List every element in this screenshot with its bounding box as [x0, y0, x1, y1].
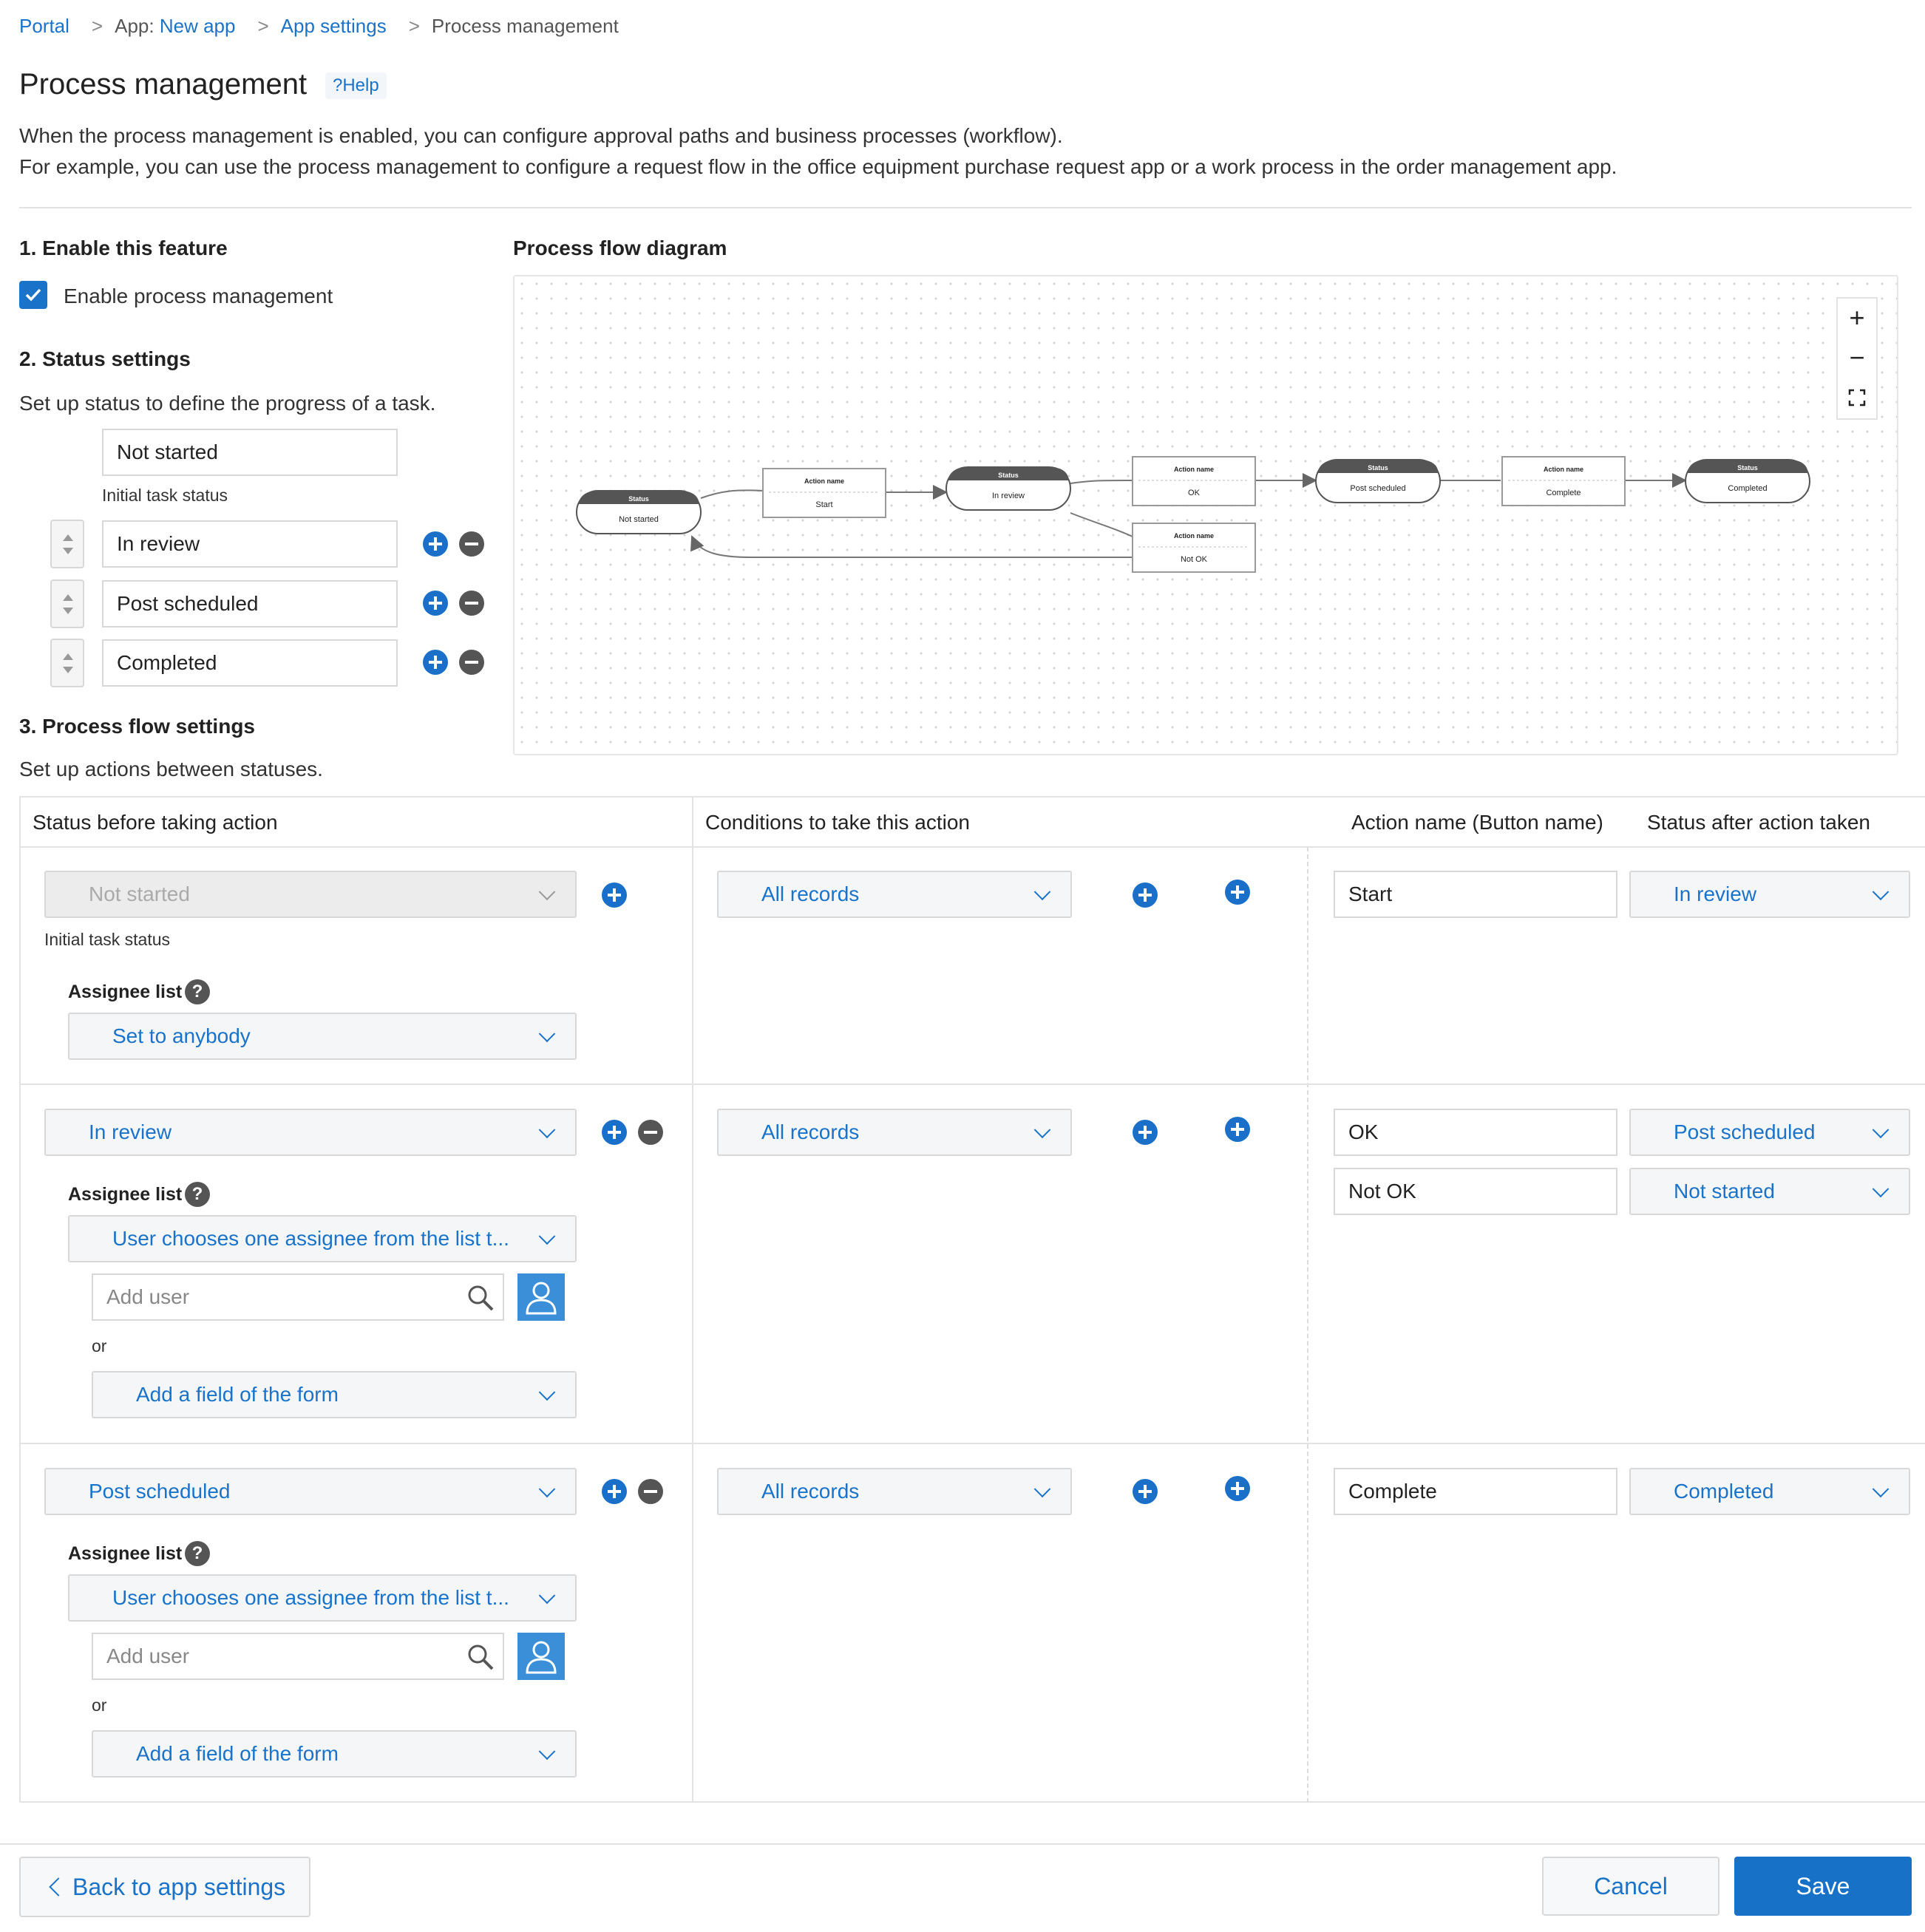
diagram-status-tag: Status — [1737, 464, 1758, 472]
status-after-select[interactable] — [1629, 871, 1910, 918]
page-title: Process management — [19, 68, 308, 101]
remove-row-icon[interactable] — [638, 1479, 663, 1504]
chevron-down-icon — [1034, 883, 1051, 900]
add-field-value: Add a field of the form — [136, 1742, 339, 1765]
search-icon — [466, 1283, 495, 1313]
zoom-out-button[interactable]: − — [1849, 342, 1865, 373]
add-condition-icon[interactable] — [1133, 1120, 1158, 1145]
chevron-down-icon — [1873, 1480, 1890, 1497]
status-after-select[interactable] — [1629, 1168, 1910, 1215]
action-name-input[interactable]: Start — [1334, 871, 1617, 918]
footer-divider — [0, 1843, 1925, 1845]
row-divider — [19, 1443, 1925, 1444]
assignee-value: User chooses one assignee from the list t... — [112, 1227, 509, 1250]
add-action-icon[interactable] — [1225, 1117, 1250, 1142]
status-before-value: Post scheduled — [89, 1480, 231, 1503]
status-after-select[interactable] — [1629, 1109, 1910, 1156]
remove-status-icon[interactable] — [459, 591, 484, 616]
help-icon[interactable]: ? — [185, 1541, 210, 1566]
breadcrumb-current: Process management — [431, 15, 619, 37]
status-initial-input[interactable]: Not started — [102, 429, 398, 476]
chevron-down-icon — [539, 1025, 556, 1042]
diagram-status-node — [1685, 460, 1810, 503]
add-status-icon[interactable] — [423, 531, 448, 557]
add-status-icon[interactable] — [423, 650, 448, 675]
zoom-controls — [1836, 297, 1878, 420]
add-row-icon[interactable] — [602, 882, 627, 908]
row-divider — [19, 1084, 1925, 1085]
status-before-select[interactable] — [44, 1468, 577, 1515]
fit-screen-button[interactable] — [1838, 378, 1876, 417]
chevron-down-icon — [1873, 883, 1890, 900]
chevron-down-icon — [539, 1480, 556, 1497]
status-input[interactable]: Completed — [102, 639, 398, 687]
diagram-action-label: Complete — [1546, 489, 1581, 497]
column-header: Conditions to take this action — [705, 811, 970, 834]
diagram-status-node — [946, 467, 1070, 510]
diagram-status-tag: Status — [998, 472, 1019, 479]
check-icon — [24, 287, 42, 303]
add-field-value: Add a field of the form — [136, 1383, 339, 1406]
chevron-down-icon — [539, 1587, 556, 1604]
assignee-select[interactable] — [68, 1574, 577, 1622]
diagram-action-label: OK — [1188, 489, 1200, 497]
add-status-icon[interactable] — [423, 591, 448, 616]
chevron-down-icon — [539, 1384, 556, 1401]
remove-status-icon[interactable] — [459, 531, 484, 557]
column-header: Action name (Button name) — [1351, 811, 1603, 834]
breadcrumb-separator: > — [257, 15, 269, 37]
search-button[interactable] — [458, 1273, 504, 1321]
action-name-input[interactable]: Complete — [1334, 1468, 1617, 1515]
diagram-status-label: In review — [991, 491, 1025, 500]
assignee-select[interactable] — [68, 1013, 577, 1060]
search-icon — [466, 1642, 495, 1672]
add-row-icon[interactable] — [602, 1120, 627, 1145]
diagram-action-tag: Action name — [1173, 532, 1215, 540]
reorder-handle[interactable] — [50, 520, 84, 568]
diagram-status-node — [1316, 460, 1440, 503]
assignee-list-label: Assignee list — [68, 1184, 183, 1205]
diagram-edge — [1070, 513, 1133, 537]
status-input[interactable]: Post scheduled — [102, 580, 398, 627]
condition-select[interactable] — [717, 1109, 1072, 1156]
diagram-action-label: Start — [815, 500, 833, 509]
diagram-edge — [701, 490, 763, 498]
breadcrumb-separator: > — [408, 15, 420, 37]
diagram-status-tag: Status — [628, 495, 649, 503]
breadcrumb-app-prefix: App: — [115, 15, 160, 37]
chevron-down-icon — [539, 1228, 556, 1245]
row-divider — [19, 846, 1925, 848]
status-input[interactable]: In review — [102, 520, 398, 568]
reorder-handle[interactable] — [50, 579, 84, 628]
chevron-down-icon — [539, 883, 556, 900]
breadcrumb-app[interactable]: New app — [159, 15, 236, 37]
divider — [19, 207, 1912, 208]
column-divider — [692, 796, 693, 1803]
user-icon — [525, 1639, 557, 1674]
column-divider — [1307, 847, 1308, 1803]
status-before-select — [44, 871, 577, 918]
chevron-down-icon — [1034, 1121, 1051, 1138]
diagram-status-label: Completed — [1728, 484, 1768, 493]
condition-value: All records — [761, 1480, 860, 1503]
add-user-input[interactable]: Add user — [92, 1273, 460, 1321]
initial-status-note: Initial task status — [102, 486, 228, 505]
assignee-list-label: Assignee list — [68, 982, 183, 1002]
diagram-status-tag: Status — [1368, 464, 1388, 472]
process-flow-heading: 3. Process flow settings — [19, 715, 255, 738]
status-after-value: Not started — [1674, 1180, 1775, 1203]
breadcrumb-app-settings[interactable]: App settings — [280, 15, 387, 37]
diagram-edge — [1070, 480, 1133, 483]
diagram-action-node — [1133, 457, 1255, 506]
initial-status-note: Initial task status — [44, 930, 171, 949]
or-label: or — [92, 1695, 107, 1715]
action-name-input[interactable]: Not OK — [1334, 1168, 1617, 1215]
status-settings-description: Set up status to define the progress of a task. — [19, 392, 436, 415]
user-picker-button[interactable] — [517, 1273, 565, 1321]
status-before-select[interactable] — [44, 1109, 577, 1156]
column-header: Status after action taken — [1647, 811, 1870, 834]
diagram-status-label: Not started — [619, 515, 659, 524]
status-settings-heading: 2. Status settings — [19, 347, 191, 370]
assignee-value: Set to anybody — [112, 1024, 251, 1047]
diagram-heading: Process flow diagram — [513, 237, 727, 259]
add-condition-icon[interactable] — [1133, 882, 1158, 908]
user-icon — [525, 1279, 557, 1315]
zoom-in-button[interactable]: + — [1849, 302, 1865, 333]
assignee-list-label: Assignee list — [68, 1543, 183, 1564]
status-after-value: Completed — [1674, 1480, 1774, 1503]
status-before-value: In review — [89, 1120, 172, 1143]
process-flow-description: Set up actions between statuses. — [19, 758, 323, 780]
status-before-value: Not started — [89, 882, 190, 905]
back-to-app-settings-button[interactable] — [19, 1857, 310, 1917]
condition-value: All records — [761, 882, 860, 905]
assignee-value: User chooses one assignee from the list t... — [112, 1586, 509, 1609]
add-user-input[interactable]: Add user — [92, 1633, 460, 1680]
diagram-action-node — [1133, 523, 1255, 572]
chevron-left-icon — [49, 1877, 67, 1896]
status-after-value: In review — [1674, 882, 1757, 905]
condition-select[interactable] — [717, 1468, 1072, 1515]
diagram-action-node — [763, 469, 886, 517]
diagram-action-tag: Action name — [804, 477, 845, 485]
remove-row-icon[interactable] — [638, 1120, 663, 1145]
condition-value: All records — [761, 1120, 860, 1143]
add-row-icon[interactable] — [602, 1479, 627, 1504]
status-after-select[interactable] — [1629, 1468, 1910, 1515]
enable-heading: 1. Enable this feature — [19, 237, 228, 259]
diagram-action-tag: Action name — [1543, 466, 1584, 473]
user-picker-button[interactable] — [517, 1633, 565, 1680]
chevron-down-icon — [1034, 1480, 1051, 1497]
diagram-status-label: Post scheduled — [1350, 484, 1406, 493]
add-field-select[interactable] — [92, 1730, 577, 1778]
chevron-down-icon — [1873, 1121, 1890, 1138]
breadcrumb — [19, 15, 629, 38]
condition-select[interactable] — [717, 871, 1072, 918]
breadcrumb-portal[interactable]: Portal — [19, 15, 69, 37]
action-name-input[interactable]: OK — [1334, 1109, 1617, 1156]
remove-status-icon[interactable] — [459, 650, 484, 675]
chevron-down-icon — [1873, 1180, 1890, 1197]
breadcrumb-separator: > — [91, 15, 103, 37]
reorder-handle[interactable] — [50, 639, 84, 687]
save-button[interactable]: Save — [1734, 1857, 1912, 1916]
fullscreen-icon — [1848, 389, 1866, 407]
search-button[interactable] — [458, 1633, 504, 1680]
add-condition-icon[interactable] — [1133, 1479, 1158, 1504]
column-header: Status before taking action — [33, 811, 278, 834]
diagram-status-node — [577, 491, 701, 534]
status-after-value: Post scheduled — [1674, 1120, 1816, 1143]
add-action-icon[interactable] — [1225, 1476, 1250, 1501]
help-icon[interactable]: ? — [185, 1182, 210, 1207]
diagram-action-tag: Action name — [1173, 466, 1215, 473]
chevron-down-icon — [539, 1121, 556, 1138]
enable-checkbox[interactable] — [19, 281, 47, 309]
diagram-edge — [692, 537, 1133, 557]
diagram-action-label: Not OK — [1180, 555, 1208, 564]
back-button-label: Back to app settings — [72, 1873, 286, 1900]
diagram-canvas — [515, 276, 1900, 757]
page-description-2: For example, you can use the process management to configure a request flow in the office equipment purchase request app or a work process in the order management app. — [19, 155, 1617, 178]
or-label: or — [92, 1336, 107, 1356]
enable-checkbox-label: Enable process management — [64, 285, 333, 307]
help-icon[interactable]: ? — [185, 979, 210, 1004]
cancel-button[interactable]: Cancel — [1542, 1857, 1719, 1916]
process-flow-diagram[interactable] — [513, 275, 1898, 755]
help-link[interactable]: ?Help — [325, 72, 387, 99]
assignee-select[interactable] — [68, 1215, 577, 1262]
add-field-select[interactable] — [92, 1371, 577, 1418]
chevron-down-icon — [539, 1743, 556, 1760]
page-description-1: When the process management is enabled, you can configure approval paths and business processes (workflow). — [19, 124, 1063, 147]
diagram-action-node — [1502, 457, 1625, 506]
add-action-icon[interactable] — [1225, 880, 1250, 905]
